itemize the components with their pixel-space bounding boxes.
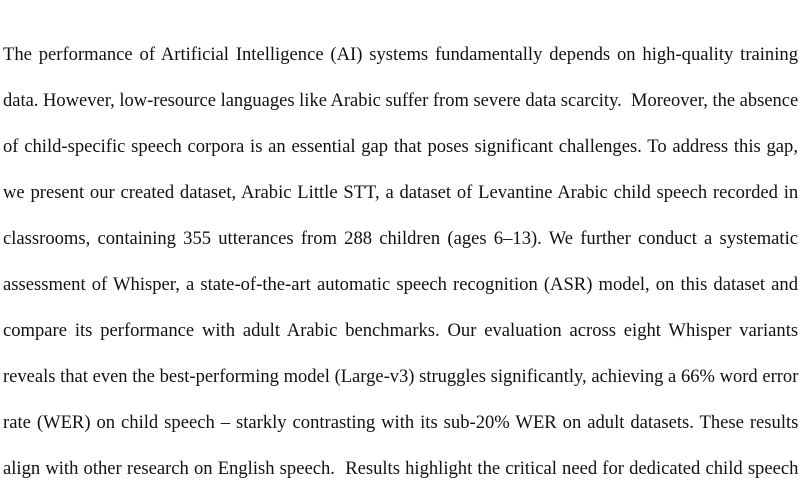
abstract-line: data. However, low-resource languages like Arabic suffer from severe data scarcity. Moreover, the absence <box>3 91 799 111</box>
abstract-line: classrooms, containing 355 utterances from 288 children (ages 6–13). We further conduct a systematic <box>3 228 798 249</box>
abstract-line: of child-specific speech corpora is an essential gap that poses significant challenges. To address this gap, <box>3 136 798 157</box>
abstract-paragraph <box>3 32 798 492</box>
abstract-line: assessment of Whisper, a state-of-the-art automatic speech recognition (ASR) model, on this dataset and <box>3 274 799 295</box>
abstract-line: reveals that even the best-performing model (Large-v3) struggles significantly, achieving a 66% word error <box>3 366 799 387</box>
abstract-line: compare its performance with adult Arabic benchmarks. Our evaluation across eight Whisper variants <box>3 320 799 341</box>
abstract-line: rate (WER) on child speech – starkly contrasting with its sub-20% WER on adult datasets. These results <box>3 412 799 433</box>
abstract-line: we present our created dataset, Arabic Little STT, a dataset of Levantine Arabic child speech recorded in <box>3 182 799 203</box>
abstract-line: The performance of Artificial Intelligence (AI) systems fundamentally depends on high-quality training <box>3 44 798 65</box>
abstract-line: align with other research on English speech. Results highlight the critical need for dedicated child speech <box>3 458 799 479</box>
